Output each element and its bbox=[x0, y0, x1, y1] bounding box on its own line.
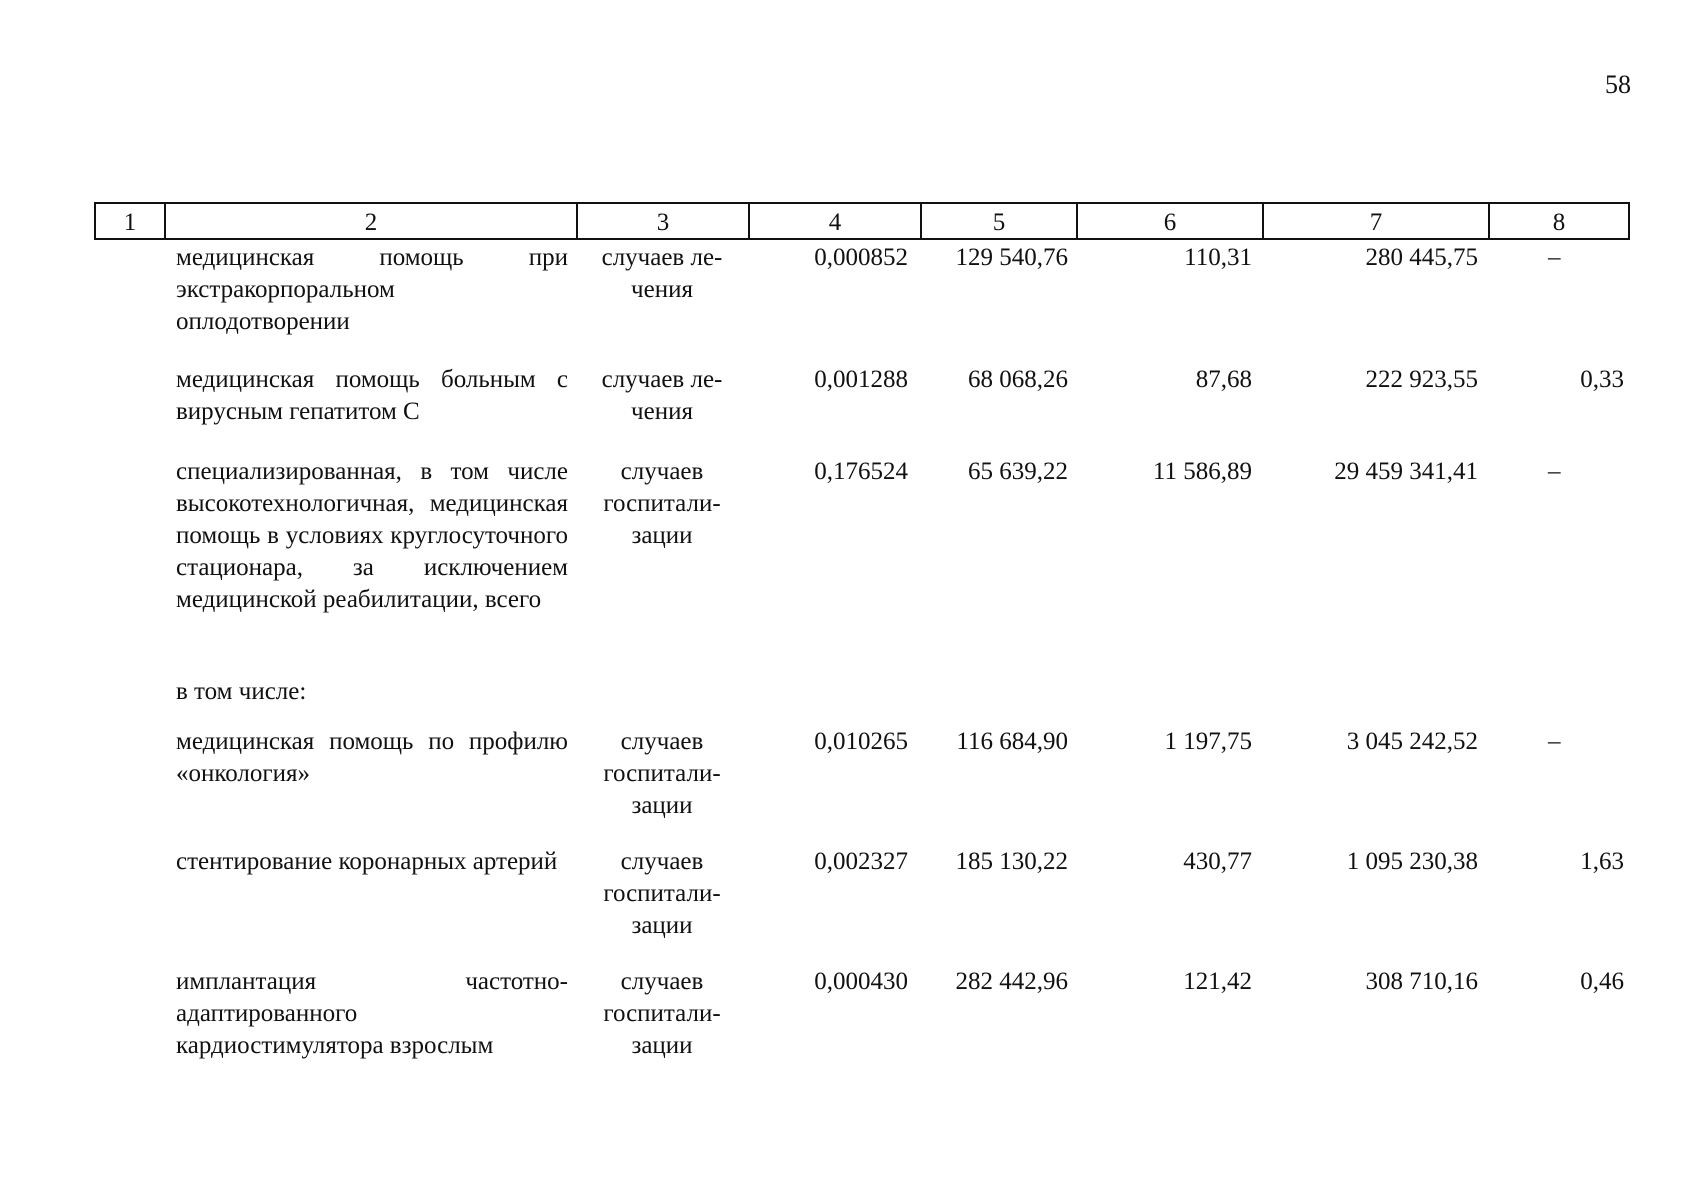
col-8-value: – bbox=[1548, 244, 1561, 271]
col-1-cell bbox=[94, 726, 164, 846]
col-6-value: 110,31 bbox=[1184, 244, 1252, 271]
col-8-value: – bbox=[1548, 728, 1561, 755]
col-8-value: 0,46 bbox=[1580, 968, 1624, 995]
col-8-value: – bbox=[1548, 458, 1561, 485]
col-6-value: 121,42 bbox=[1183, 968, 1252, 995]
unit-cell bbox=[576, 966, 748, 1076]
col-8-value: 0,33 bbox=[1580, 366, 1624, 393]
col-7-value: 222 923,55 bbox=[1365, 366, 1478, 393]
table-body bbox=[94, 242, 1630, 1076]
col-1-cell bbox=[94, 846, 164, 966]
col-1-cell bbox=[94, 364, 164, 456]
col-7-value: 29 459 341,41 bbox=[1334, 458, 1478, 485]
page-number: 58 bbox=[1605, 70, 1631, 99]
row-description: стентирование коронарных артерий bbox=[176, 848, 558, 875]
col-5-value: 68 068,26 bbox=[968, 366, 1068, 393]
row-description: специализированная, в том числе высокотехнологичная, медицинская помощь в условиях круглосуточного стационара, за исключением медицинской реабилитации, всего bbox=[176, 458, 568, 613]
header-col-8: 8 bbox=[1552, 209, 1566, 236]
col-7-value: 280 445,75 bbox=[1365, 244, 1478, 271]
unit-cell bbox=[576, 726, 748, 846]
col-6-value: 11 586,89 bbox=[1152, 458, 1252, 485]
col-6-value: 430,77 bbox=[1183, 848, 1252, 875]
row-unit: случаев ле- чения bbox=[601, 366, 723, 425]
table-header-row bbox=[94, 202, 1630, 240]
table-row bbox=[94, 726, 1630, 846]
col-7-value: 1 095 230,38 bbox=[1346, 848, 1478, 875]
col-8-value: 1,63 bbox=[1580, 848, 1624, 875]
unit-cell bbox=[576, 846, 748, 966]
col-1-cell bbox=[94, 456, 164, 676]
header-col-4: 4 bbox=[750, 204, 922, 238]
header-col-2: 2 bbox=[166, 204, 578, 238]
table-row bbox=[94, 364, 1630, 456]
unit-cell bbox=[576, 242, 748, 364]
description-cell bbox=[164, 242, 576, 364]
table-row bbox=[94, 456, 1630, 676]
description-cell bbox=[164, 846, 576, 966]
description-cell bbox=[164, 726, 576, 846]
col-7-value: 308 710,16 bbox=[1365, 968, 1478, 995]
row-description: медицинская помощь при экстракорпоральном оплодотворении bbox=[176, 244, 568, 335]
table-row bbox=[94, 846, 1630, 966]
header-col-5: 5 bbox=[922, 204, 1078, 238]
table-row bbox=[94, 966, 1630, 1076]
col-6-value: 87,68 bbox=[1195, 366, 1252, 393]
col-4-value: 0,001288 bbox=[814, 366, 908, 393]
header-col-3: 3 bbox=[578, 204, 750, 238]
row-description: медицинская помощь больным с вирусным гепатитом С bbox=[176, 366, 568, 425]
row-description: медицинская помощь по профилю «онкология» bbox=[176, 728, 568, 787]
header-col-1: 1 bbox=[96, 204, 166, 238]
description-cell bbox=[164, 966, 576, 1076]
col-4-value: 0,010265 bbox=[814, 728, 908, 755]
unit-cell bbox=[576, 364, 748, 456]
row-unit: случаев госпитали- зации bbox=[603, 848, 721, 939]
col-5-value: 65 639,22 bbox=[968, 458, 1068, 485]
subheading: в том числе: bbox=[176, 678, 307, 705]
description-cell bbox=[164, 364, 576, 456]
col-5-value: 129 540,76 bbox=[955, 244, 1068, 271]
col-7-value: 3 045 242,52 bbox=[1346, 728, 1478, 755]
description-cell bbox=[164, 456, 576, 676]
col-5-value: 185 130,22 bbox=[955, 848, 1068, 875]
col-1-cell bbox=[94, 242, 164, 364]
col-5-value: 116 684,90 bbox=[956, 728, 1068, 755]
col-1-cell bbox=[94, 966, 164, 1076]
header-col-6: 6 bbox=[1078, 204, 1264, 238]
col-4-value: 0,000852 bbox=[814, 244, 908, 271]
row-unit: случаев госпитали- зации bbox=[603, 458, 721, 549]
col-5-value: 282 442,96 bbox=[955, 968, 1068, 995]
unit-cell bbox=[576, 456, 748, 676]
row-unit: случаев госпитали- зации bbox=[603, 728, 721, 819]
row-unit: случаев ле- чения bbox=[601, 244, 723, 303]
table-row bbox=[94, 242, 1630, 364]
row-description: имплантация частотно-адаптированного кардиостимулятора взрослым bbox=[176, 968, 568, 1059]
row-unit: случаев госпитали- зации bbox=[603, 968, 721, 1059]
col-4-value: 0,002327 bbox=[814, 848, 908, 875]
col-4-value: 0,176524 bbox=[814, 458, 908, 485]
col-4-value: 0,000430 bbox=[814, 968, 908, 995]
col-6-value: 1 197,75 bbox=[1164, 728, 1252, 755]
header-col-7: 7 bbox=[1264, 204, 1490, 238]
